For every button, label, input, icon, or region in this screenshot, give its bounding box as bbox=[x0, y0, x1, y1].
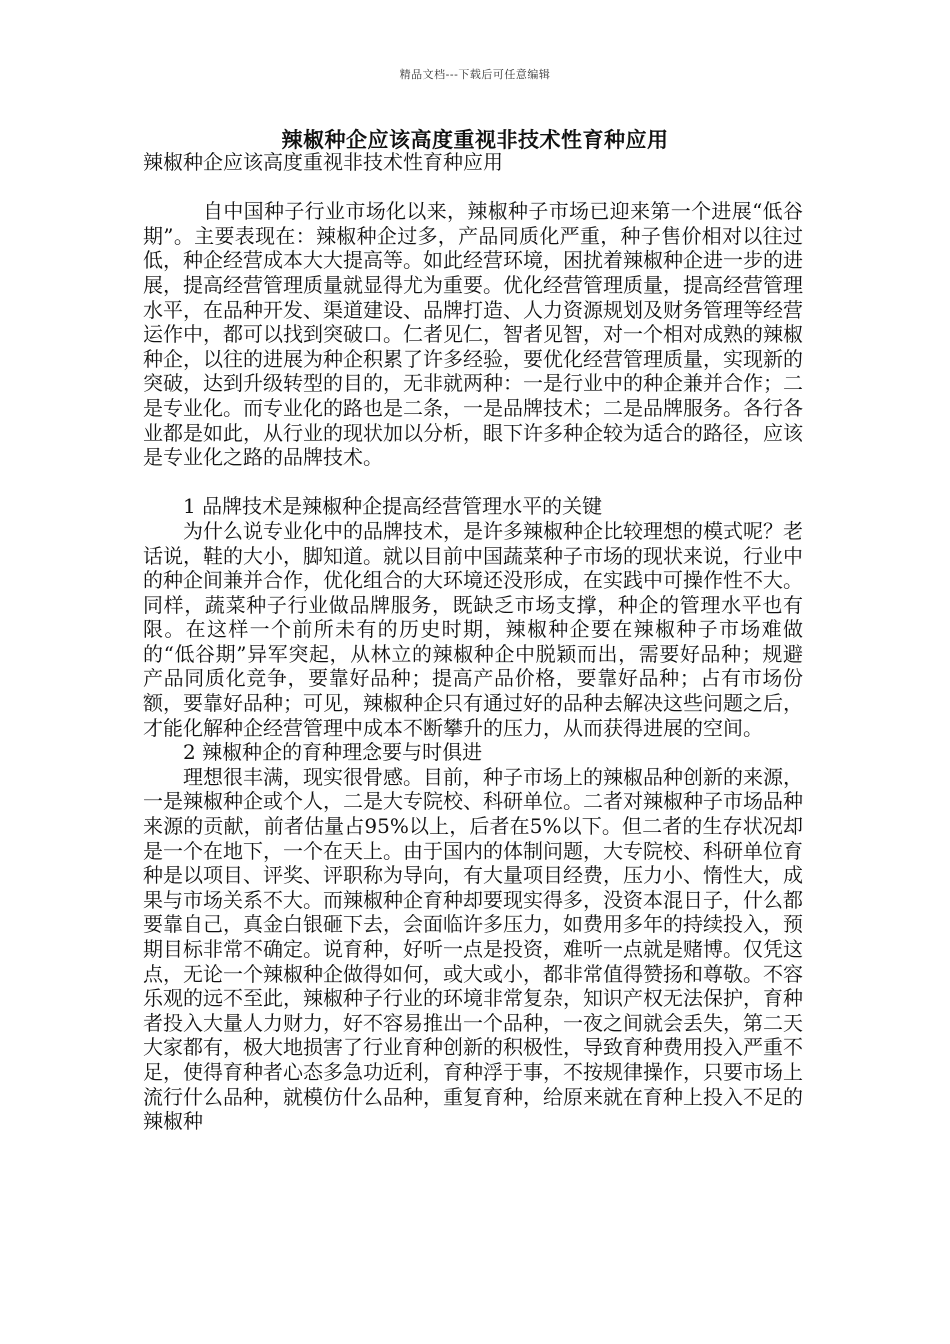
blank-line bbox=[143, 470, 803, 495]
intro-paragraph: 自中国种子行业市场化以来，辣椒种子市场已迎来第一个进展“低谷期”。主要表现在：辣椒种企过多，产品同质化严重，种子售价相对以往过低，种企经营成本大大提高等。如此经营环境，困扰着辣椒种企进一步的进展，提高经营管理质量就显得尤为重要。优化经营管理质量，提高经营管理水平，在品种开发、渠道建设、品牌打造、人力资源规划及财务管理等经营运作中，都可以找到突破口。仁者见仁，智者见智，对一个相对成熟的辣椒种企，以往的进展为种企积累了许多经验，要优化经营管理质量，实现新的突破，达到升级转型的目的，无非就两种：一是行业中的种企兼并合作；二是专业化。而专业化的路也是二条，一是品牌技术；二是品牌服务。各行各业都是如此，从行业的现状加以分析，眼下许多种企较为适合的路径，应该是专业化之路的品牌技术。 bbox=[143, 199, 803, 470]
page-header-note: 精品文档---下载后可任意编辑 bbox=[399, 68, 551, 81]
blank-line bbox=[143, 175, 803, 200]
document-subtitle: 辣椒种企应该高度重视非技术性育种应用 bbox=[143, 150, 503, 174]
section-1-heading: 1 品牌技术是辣椒种企提高经营管理水平的关键 bbox=[183, 494, 603, 519]
section-1-paragraph: 为什么说专业化中的品牌技术，是许多辣椒种企比较理想的模式呢？老话说，鞋的大小，脚知道。就以目前中国蔬菜种子市场的现状来说，行业中的种企间兼并合作，优化组合的大环境还没形成，在实践中可操作性不大。同样，蔬菜种子行业做品牌服务，既缺乏市场支撑，种企的管理水平也有限。在这样一个前所未有的历史时期，辣椒种企要在辣椒种子市场难做的“低谷期”异军突起，从林立的辣椒种企中脱颖而出，需要好品种；规避产品同质化竞争，要靠好品种；提高产品价格，要靠好品种；占有市场份额，要靠好品种；可见，辣椒种企只有通过好的品种去解决这些问题之后，才能化解种企经营管理中成本不断攀升的压力，从而获得进展的空间。 bbox=[143, 518, 803, 740]
section-2-paragraph: 理想很丰满，现实很骨感。目前，种子市场上的辣椒品种创新的来源，一是辣椒种企或个人，二是大专院校、科研单位。二者对辣椒种子市场品种来源的贡献，前者估量占95%以上，后者在5%以下。但二者的生存状况却是一个在地下，一个在天上。由于国内的体制问题，大专院校、科研单位育种是以项目、评奖、评职称为导向，有大量项目经费，压力小、惰性大，成果与市场关系不大。而辣椒种企育种却要现实得多，没资本混日子，什么都要靠自己，真金白银砸下去，会面临许多压力，如费用多年的持续投入，预期目标非常不确定。说育种，好听一点是投资，难听一点就是赌博。仅凭这点，无论一个辣椒种企做得如何，或大或小，都非常值得赞扬和尊敬。不容乐观的远不至此，辣椒种子行业的环境非常复杂，知识产权无法保护，育种者投入大量人力财力，好不容易推出一个品种，一夜之间就会丢失，第二天大家都有，极大地损害了行业育种创新的积极性，导致育种费用投入严重不足，使得育种者心态多急功近利，育种浮于事，不按规律操作，只要市场上流行什么品种，就模仿什么品种，重复育种，给原来就在育种上投入不足的辣椒种 bbox=[143, 764, 803, 1134]
document-title: 辣椒种企应该高度重视非技术性育种应用 bbox=[281, 127, 669, 152]
section-2-heading: 2 辣椒种企的育种理念要与时俱进 bbox=[183, 740, 483, 765]
document-body bbox=[143, 150, 803, 1134]
